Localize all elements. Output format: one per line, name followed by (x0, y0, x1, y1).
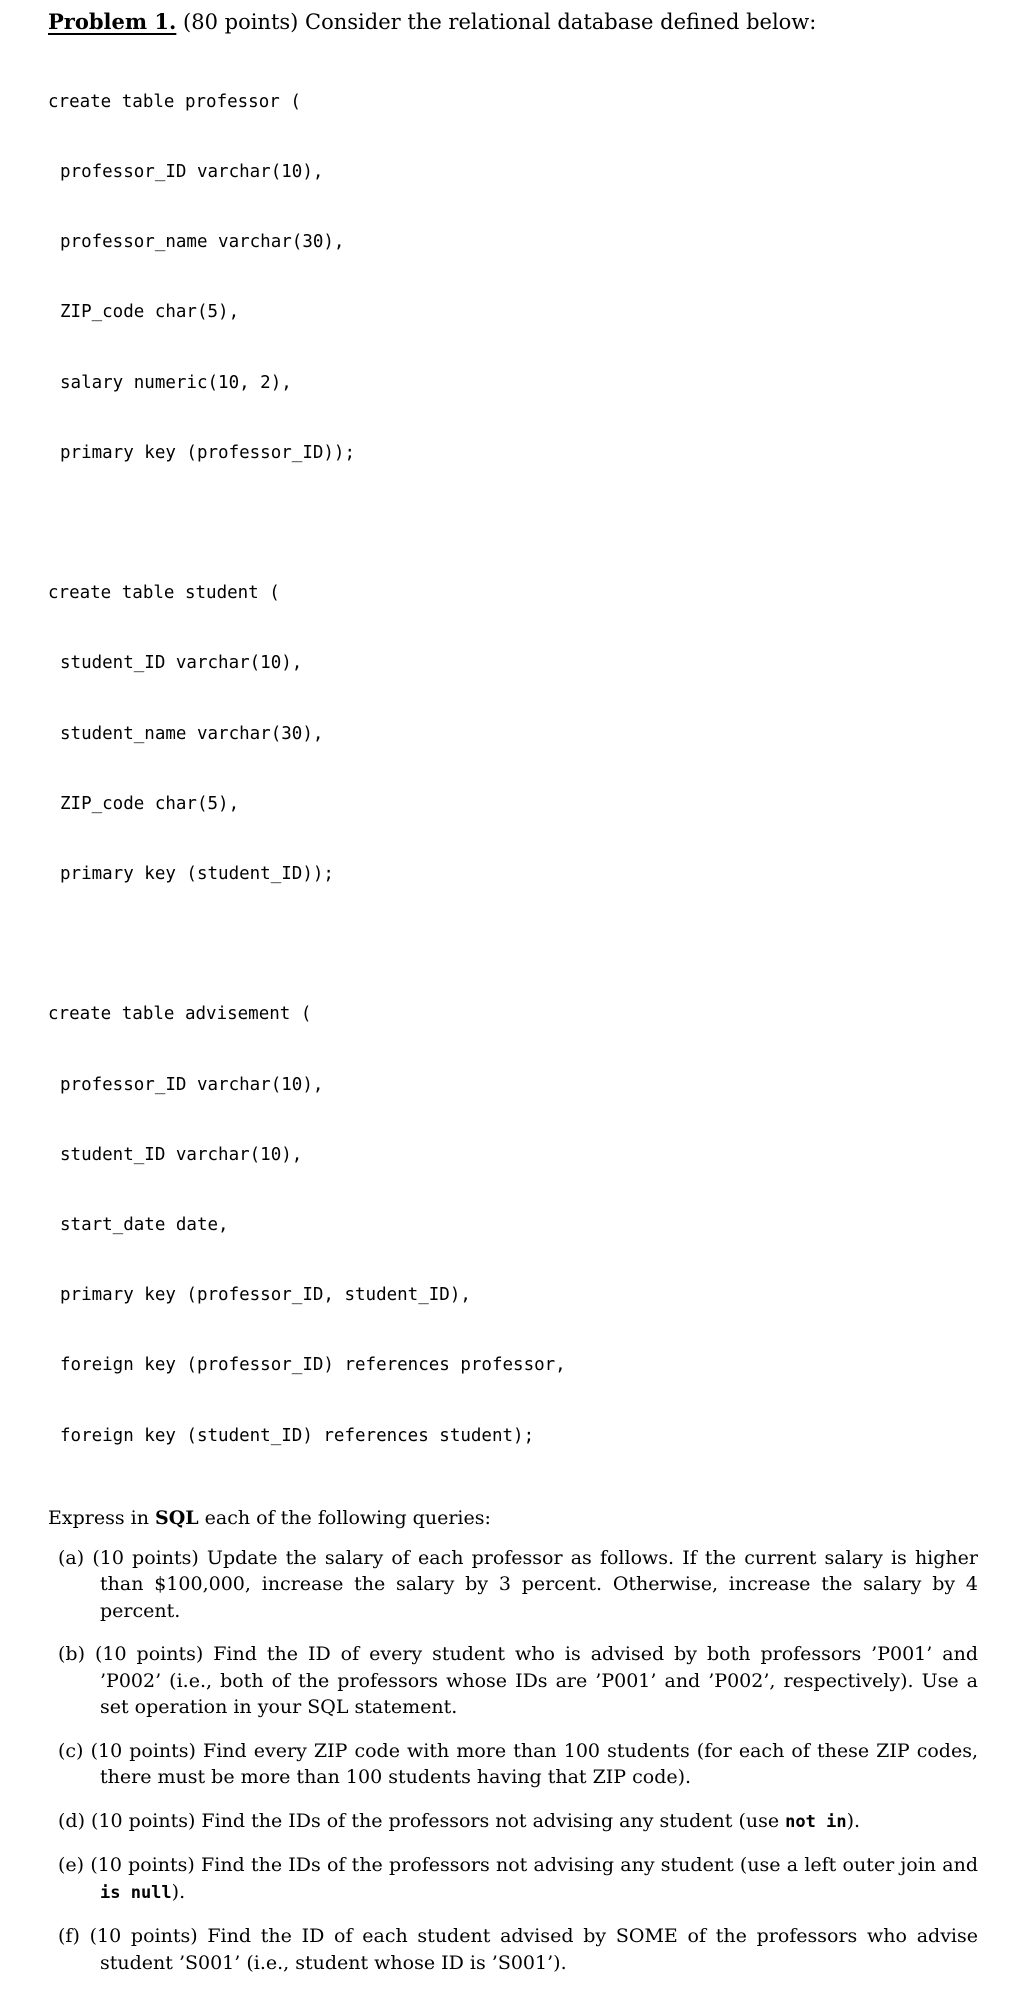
code-line: salary numeric(10, 2), (60, 372, 292, 393)
question-a (58, 1545, 978, 1625)
table-student-header: create table student ( (48, 583, 280, 604)
table-advisement-header: create table advisement ( (48, 1004, 312, 1025)
sql-keyword: SQL (154, 1506, 199, 1529)
question-label: (a) (58, 1546, 85, 1569)
code-line: primary key (student_ID)); (60, 864, 334, 885)
question-text: (10 points) Find the IDs of the professors not advising any student (use (91, 1809, 780, 1832)
code-line: primary key (professor_ID, student_ID), (60, 1285, 471, 1306)
problem-statement: Consider the relational database defined below: (305, 10, 817, 34)
question-label: (b) (58, 1643, 85, 1666)
question-text: (10 points) Find the ID of every student who is advised by both professors ’P001’ and ’P002’ (i.e., both of the professors whose IDs are ’P001’ and ’P002’, respectively). Use a set operation in your SQL statement. (94, 1643, 978, 1719)
code-line: foreign key (student_ID) references student); (60, 1425, 535, 1446)
code-line: professor_ID varchar(10), (60, 162, 324, 183)
instructions: Express in SQL each of the following queries: (48, 1506, 491, 1529)
code-line: professor_name varchar(30), (60, 232, 345, 253)
question-list (58, 1545, 978, 1977)
code-line: primary key (professor_ID)); (60, 442, 356, 463)
code-line: professor_ID varchar(10), (60, 1074, 324, 1095)
problem-sheet (48, 6, 978, 1993)
inline-code: not in (785, 1811, 847, 1832)
code-line: start_date date, (60, 1215, 229, 1236)
question-b (58, 1641, 978, 1721)
code-line: foreign key (professor_ID) references professor, (60, 1355, 566, 1376)
question-d: (d) (10 points) Find the IDs of the professors not advising any student (use not in). (58, 1809, 861, 1832)
code-line: student_ID varchar(10), (60, 653, 303, 674)
question-text: (10 points) Find the ID of each student advised by SOME of the professors who advise student ’S001’ (i.e., student whose ID is ’S001’). (89, 1925, 978, 1974)
problem-label: Problem 1. (48, 9, 177, 34)
question-f (58, 1923, 978, 1976)
question-label: (c) (58, 1739, 84, 1762)
question-label: (f) (58, 1925, 80, 1948)
question-c (58, 1738, 978, 1791)
question-text: (10 points) Find the IDs of the professors not advising any student (use a left outer join and (90, 1854, 978, 1877)
code-line: ZIP_code char(5), (60, 302, 240, 323)
sql-schema-block (48, 44, 978, 1495)
code-line: student_name varchar(30), (60, 723, 324, 744)
question-label: (d) (58, 1809, 85, 1832)
inline-code: is null (100, 1882, 172, 1903)
question-text: (10 points) Find every ZIP code with more than 100 students (for each of these ZIP codes, there must be more than 100 students having that ZIP code). (90, 1739, 978, 1789)
table-professor-header: create table professor ( (48, 91, 301, 112)
question-e: (e) (10 points) Find the IDs of the professors not advising any student (use a left outer join and is null). (58, 1854, 978, 1903)
problem-points: (80 points) (183, 10, 299, 34)
question-label: (e) (58, 1854, 85, 1877)
problem-heading (48, 6, 978, 38)
question-text: (10 points) Update the salary of each professor as follows. If the current salary is higher than $100,000, increase the salary by 3 percent. Otherwise, increase the salary by 4 percent. (92, 1546, 978, 1622)
code-line: ZIP_code char(5), (60, 793, 240, 814)
code-line: student_ID varchar(10), (60, 1144, 303, 1165)
